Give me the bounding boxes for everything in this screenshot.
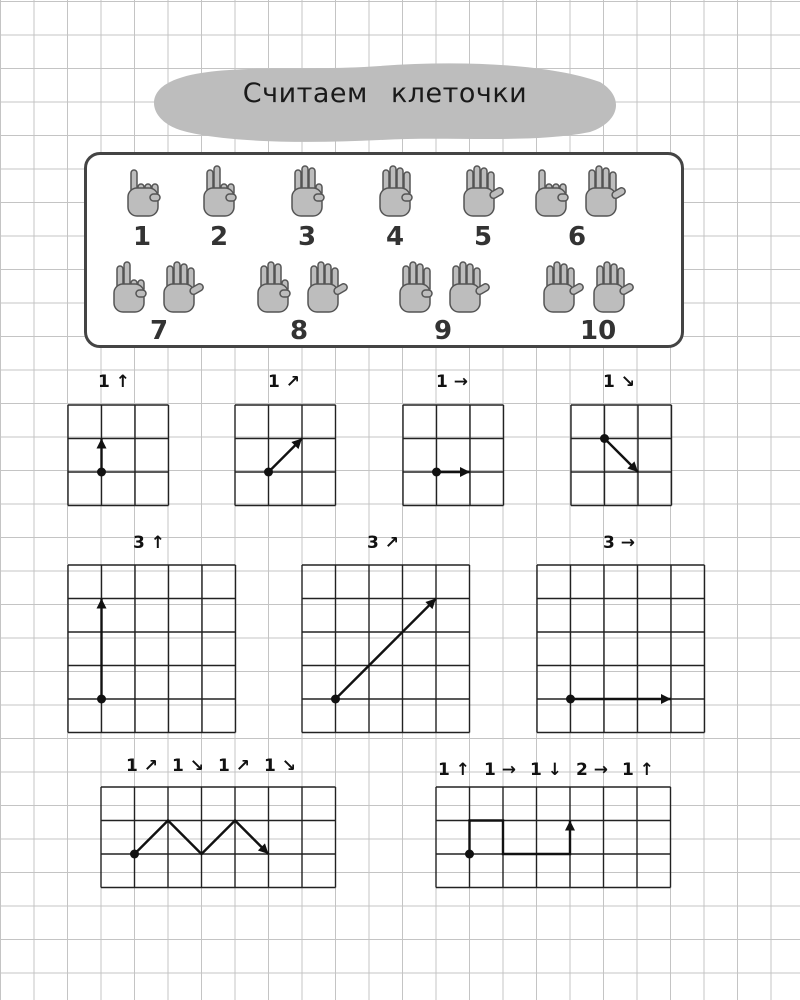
task-grid-5 — [66, 563, 238, 735]
finger-number-10: 10 — [580, 316, 617, 346]
finger-number-1: 1 — [133, 222, 152, 252]
command-label-7: 3 → — [603, 533, 635, 553]
finger-number-9: 9 — [434, 316, 453, 346]
start-dot — [331, 695, 340, 704]
hand-4-icon — [372, 160, 422, 220]
sequence-1-commands — [126, 756, 310, 776]
task-grid-2 — [233, 403, 338, 508]
finger-number-7: 7 — [150, 316, 169, 346]
finger-number-6: 6 — [568, 222, 587, 252]
path-arrowhead — [97, 439, 107, 449]
task-grid-4 — [569, 403, 674, 508]
hand-5-icon — [456, 160, 506, 220]
start-dot — [432, 468, 441, 477]
path-arrowhead — [565, 821, 575, 831]
command-label-1: 1 ↑ — [98, 372, 130, 392]
page-title: Считаем клеточки — [242, 78, 528, 109]
start-dot — [97, 695, 106, 704]
finger-number-8: 8 — [290, 316, 309, 346]
finger-number-4: 4 — [386, 222, 405, 252]
hand-2-icon — [196, 160, 246, 220]
start-dot — [264, 468, 273, 477]
sequence-2-commands — [438, 760, 668, 780]
task-grid-3 — [401, 403, 506, 508]
hand-6-icon — [528, 160, 628, 220]
task-grid-6 — [300, 563, 472, 735]
sequence-1-commands-step-2: 1 ↘ — [172, 756, 204, 776]
hand-8-icon — [250, 256, 350, 316]
sequence-2-commands-step-5: 1 ↑ — [622, 760, 654, 780]
sequence-1-commands-step-1: 1 ↗ — [126, 756, 158, 776]
hand-1-icon — [120, 160, 170, 220]
sequence-grid-2 — [434, 785, 673, 890]
sequence-2-commands-step-3: 1 ↓ — [530, 760, 562, 780]
path-line — [336, 599, 437, 700]
start-dot — [130, 850, 139, 859]
finger-number-2: 2 — [210, 222, 229, 252]
path-line — [470, 821, 571, 855]
sequence-2-commands-step-2: 1 → — [484, 760, 516, 780]
start-dot — [566, 695, 575, 704]
hand-7-icon — [106, 256, 206, 316]
finger-number-3: 3 — [298, 222, 317, 252]
sequence-1-commands-step-4: 1 ↘ — [264, 756, 296, 776]
sequence-1-commands-step-3: 1 ↗ — [218, 756, 250, 776]
hand-9-icon — [392, 256, 492, 316]
finger-number-5: 5 — [474, 222, 493, 252]
sequence-grid-1 — [99, 785, 338, 890]
command-label-5: 3 ↑ — [133, 533, 165, 553]
task-grid-7 — [535, 563, 707, 735]
command-label-6: 3 ↗ — [367, 533, 399, 553]
command-label-2: 1 ↗ — [268, 372, 300, 392]
path-arrowhead — [460, 467, 470, 477]
path-arrowhead — [661, 694, 671, 704]
path-arrowhead — [97, 599, 107, 609]
hand-3-icon — [284, 160, 334, 220]
command-label-3: 1 → — [436, 372, 468, 392]
command-label-4: 1 ↘ — [603, 372, 635, 392]
task-grid-1 — [66, 403, 171, 508]
start-dot — [465, 850, 474, 859]
start-dot — [600, 434, 609, 443]
hand-10-icon — [536, 256, 636, 316]
sequence-2-commands-step-4: 2 → — [576, 760, 608, 780]
sequence-2-commands-step-1: 1 ↑ — [438, 760, 470, 780]
start-dot — [97, 468, 106, 477]
